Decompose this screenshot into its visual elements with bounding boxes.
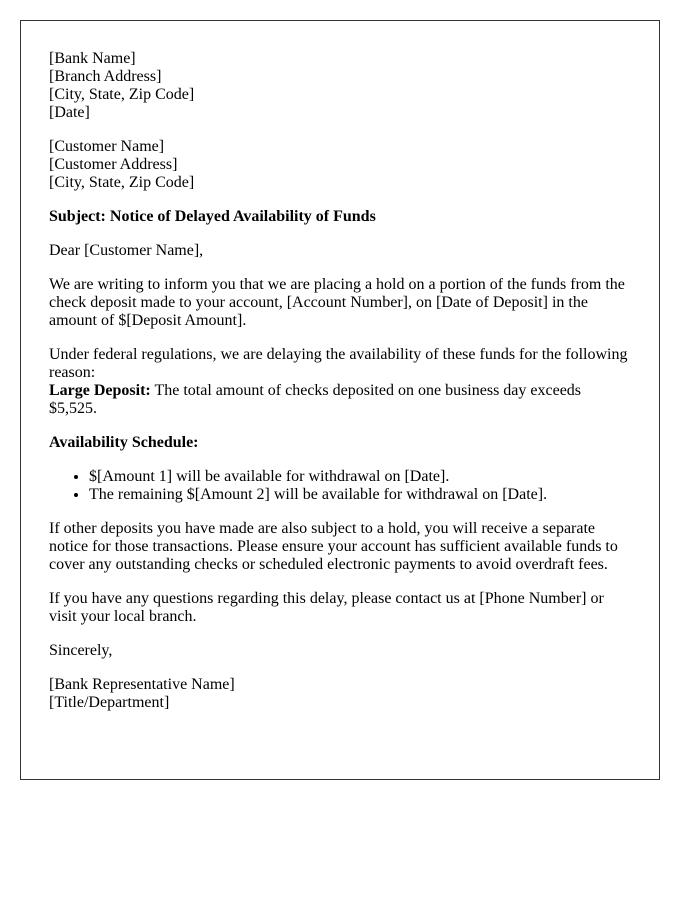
letter-container [20, 20, 660, 780]
letter-date: [Date] [49, 104, 90, 121]
reason-text: The total amount of checks deposited on one business day exceeds $5,525. [49, 382, 582, 417]
reason-intro: Under federal regulations, we are delaying the availability of these funds for the following reason: [49, 346, 628, 381]
closing: Sincerely, [49, 642, 113, 659]
representative-title: [Title/Department] [49, 694, 170, 711]
schedule-item: • $[Amount 1] will be available for withdrawal on [Date]. [89, 468, 631, 486]
recipient-block [49, 138, 631, 192]
sender-block [49, 50, 631, 122]
branch-address: [Branch Address] [49, 68, 162, 85]
customer-name: [Customer Name] [49, 138, 165, 155]
subject-line: Subject: Notice of Delayed Availability of Funds [49, 208, 376, 225]
sender-city-state-zip: [City, State, Zip Code] [49, 86, 195, 103]
recipient-city-state-zip: [City, State, Zip Code] [49, 174, 195, 191]
schedule-heading: Availability Schedule: [49, 434, 199, 451]
other-deposits-paragraph: If other deposits you have made are also subject to a hold, you will receive a separate notice for those transactions. Please ensure your account has sufficient available funds to cover any outstanding checks or scheduled electronic payments to avoid overdraft fees. [49, 520, 618, 573]
reason-detail [49, 382, 581, 417]
schedule-item: • The remaining $[Amount 2] will be available for withdrawal on [Date]. [89, 486, 631, 504]
reason-paragraph [49, 346, 631, 418]
customer-address: [Customer Address] [49, 156, 178, 173]
representative-name: [Bank Representative Name] [49, 676, 235, 693]
bank-name: [Bank Name] [49, 50, 136, 67]
signature-block [49, 676, 631, 712]
intro-paragraph: We are writing to inform you that we are placing a hold on a portion of the funds from the check deposit made to your account, [Account Number], on [Date of Deposit] in the amount of $[Deposit Amount]. [49, 276, 625, 329]
salutation: Dear [Customer Name], [49, 242, 204, 259]
reason-label: Large Deposit: [49, 382, 151, 399]
schedule-list [49, 468, 631, 504]
contact-paragraph: If you have any questions regarding this delay, please contact us at [Phone Number] or visit your local branch. [49, 590, 604, 625]
